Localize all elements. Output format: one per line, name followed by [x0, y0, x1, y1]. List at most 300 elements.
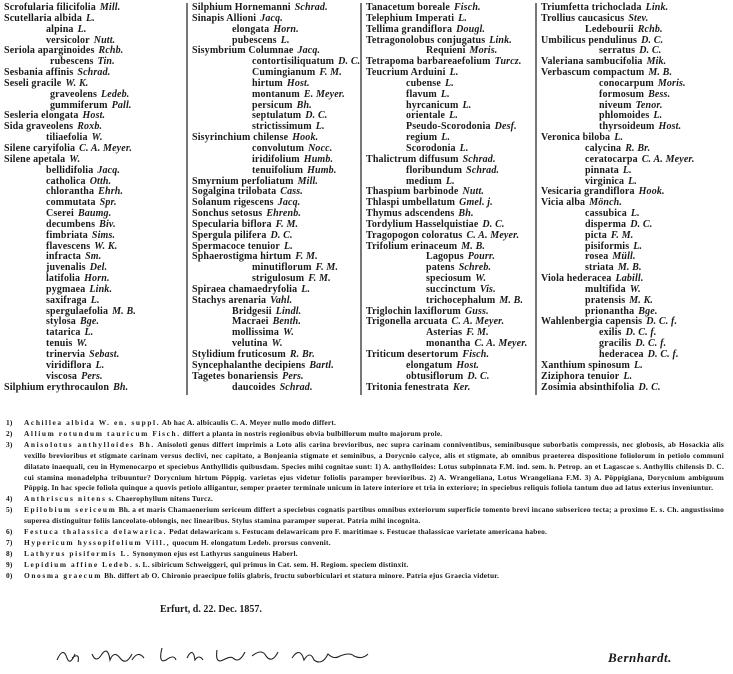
species-name: Bridgesii — [232, 305, 272, 317]
footnote-body: Ab hac A. albicaulis C. A. Meyer nullo modo differt. — [161, 418, 337, 427]
species-name: Spiraea chamaedryfolia — [192, 283, 298, 295]
species-author: W. K. — [65, 77, 89, 89]
species-author: L. — [445, 175, 455, 187]
species-author: Baumg. — [77, 208, 112, 220]
footnote-number: 7) — [6, 537, 13, 547]
species-name: Ledebourii — [585, 23, 634, 35]
species-name: trichocephalum — [426, 294, 496, 306]
footnote — [6, 429, 724, 440]
species-name: niveum — [599, 99, 632, 111]
species-author: L. — [449, 110, 459, 122]
species-name: Sesleria elongata — [4, 110, 79, 122]
author-name: Bernhardt. — [608, 650, 672, 665]
footnote-heading: Festuca thalassica delawarica. — [24, 527, 168, 537]
footnote-body: s. L. sibiricum Schweiggeri, qui primus in Cat. sem. H. Regiom. speciem distinxit. — [135, 559, 409, 569]
species-author: L. — [444, 77, 454, 89]
species-entry — [541, 90, 733, 101]
species-name: floribundum — [406, 164, 463, 176]
species-author: Moris. — [469, 45, 498, 57]
species-author: Pers. — [282, 370, 304, 382]
species-author: M. B. — [617, 262, 642, 274]
footnote-heading: Lepidium affine Ledeb. — [24, 559, 134, 569]
species-name: pisiformis — [585, 240, 630, 252]
species-name: Requieni — [426, 45, 466, 57]
species-entry — [4, 383, 180, 394]
species-author: L. — [441, 132, 451, 144]
species-name: Umbilicus pendulinus — [541, 34, 638, 46]
species-name: Specularia biflora — [192, 218, 272, 230]
species-name: hirtum — [252, 77, 283, 89]
species-name: Solanum rigescens — [192, 197, 274, 209]
species-author: Moris. — [657, 77, 686, 89]
footnote — [6, 440, 724, 495]
footnote-number: 0) — [6, 570, 13, 580]
footnote-body: Bh. a et maris Chamaenerium sericeum differt a speciebus cognatis partibus omnibus exteriorum superficie tomento brevi incano subsericeo tecta; a proximo E. s. Ch. angustissimo superea distinguitur foliis lanceolato-oblongis, nec linearibus. Stylus stamina paramper superat. Patria mihi incognita. — [24, 505, 724, 526]
footnotes — [6, 418, 724, 582]
species-name: montanum — [252, 88, 300, 100]
species-column-3 — [360, 3, 534, 395]
species-name: striata — [585, 262, 614, 274]
footnote-text — [24, 560, 724, 571]
species-author: L. — [84, 327, 94, 339]
species-name: Zosimia absinthifolia — [541, 381, 635, 393]
species-name: Sinapis Allioni — [192, 12, 257, 24]
species-name: Seriola aparginoides — [4, 45, 95, 57]
species-name: rosea — [585, 251, 609, 263]
footnote-text — [24, 571, 724, 582]
footnote-number: 6) — [6, 527, 13, 537]
species-name: viridiflora — [46, 359, 92, 371]
species-entry — [192, 383, 360, 394]
species-author: Stev. — [628, 12, 649, 24]
species-name: Thaspium barbinode — [366, 186, 459, 198]
species-name: graveolens — [50, 88, 98, 100]
species-name: Wahlenbergia capensis — [541, 316, 643, 328]
species-author: Horn. — [84, 273, 110, 285]
species-author: M. B. — [499, 294, 524, 306]
species-name: juvenalis — [46, 262, 86, 274]
species-author: Nutt. — [462, 186, 485, 198]
footnote-text — [24, 494, 724, 505]
species-name: elongata — [232, 23, 270, 35]
species-author: Sm. — [85, 251, 102, 263]
species-name: flavescens — [46, 240, 91, 252]
species-name: decumbens — [46, 218, 96, 230]
species-name: monantha — [426, 338, 471, 350]
species-name: Veronica biloba — [541, 132, 611, 144]
species-author: Mill. — [99, 2, 121, 13]
species-name: obtusiflorum — [406, 370, 464, 382]
species-name: Thlaspi umbellatum — [366, 197, 456, 209]
footnote-heading: Anisolotus anthylloides Bh. — [24, 439, 155, 449]
species-author: Müll. — [612, 251, 636, 263]
species-name: Scutellaria albida — [4, 12, 82, 24]
footnote-text — [24, 538, 724, 549]
species-name: pratensis — [585, 294, 626, 306]
species-author: Benth. — [272, 316, 302, 328]
species-author: Schreb. — [458, 262, 492, 274]
species-name: fimbriata — [46, 229, 88, 241]
species-author: L. — [77, 23, 87, 35]
species-author: Horn. — [273, 23, 299, 35]
species-name: Silphium Hornemanni — [192, 2, 291, 13]
species-author: W. — [629, 283, 641, 295]
species-author: R. Br. — [625, 142, 651, 154]
species-name: Triumfetta trichoclada — [541, 2, 642, 13]
species-author: D. C. — [641, 34, 664, 46]
species-author: Schrad. — [77, 67, 111, 79]
species-name: Stachys arenaria — [192, 294, 267, 306]
species-author: L. — [459, 142, 469, 154]
species-entry — [192, 372, 360, 383]
species-author: D. C. — [467, 370, 490, 382]
species-entry — [366, 166, 534, 177]
species-author: Schrad. — [462, 153, 496, 165]
species-name: Thalictrum diffusum — [366, 153, 459, 165]
species-author: Fisch. — [453, 2, 481, 13]
footnote-text — [24, 527, 724, 538]
species-name: latifolia — [46, 273, 81, 285]
species-name: gummiferum — [50, 99, 108, 111]
footnote-heading: Epilobium sericeum — [24, 505, 117, 515]
footnote-number: 9) — [6, 559, 13, 569]
footnote-heading: Anthriscus nitens — [24, 494, 107, 504]
species-author: F. M. — [610, 229, 634, 241]
species-author: Biv. — [99, 218, 116, 230]
species-author: Tin. — [97, 56, 115, 68]
species-author: Link. — [89, 283, 113, 295]
species-name: Cumingianum — [252, 67, 316, 79]
species-author: L. — [301, 283, 311, 295]
species-entry — [541, 36, 733, 47]
species-name: Teucrium Arduini — [366, 67, 446, 79]
species-author: D. C. f. — [635, 338, 667, 350]
species-entry — [541, 231, 733, 242]
species-author: C. A. Meyer. — [474, 338, 528, 350]
species-author: Bge. — [638, 305, 658, 317]
species-author: Mik. — [646, 56, 667, 68]
species-author: L. — [633, 359, 643, 371]
species-author: Hook. — [638, 186, 665, 198]
species-name: contortisiliquatum — [252, 56, 335, 68]
species-name: hyrcanicum — [406, 99, 459, 111]
species-author: L. — [280, 34, 290, 46]
species-name: minutiflorum — [252, 262, 312, 274]
species-name: Valeriana sambucifolia — [541, 56, 643, 68]
species-author: Host. — [82, 110, 106, 122]
species-name: persicum — [252, 99, 293, 111]
species-author: Bartl. — [309, 359, 334, 371]
species-name: Vesicaria grandiflora — [541, 186, 635, 198]
footnote — [6, 538, 724, 549]
species-author: Desf. — [494, 121, 517, 133]
species-author: R. Br. — [289, 349, 315, 360]
species-name: calycina — [585, 142, 622, 154]
species-author: C. A. Meyer. — [79, 142, 132, 154]
species-author: D. C. — [270, 229, 293, 241]
species-author: M. B. — [648, 67, 673, 79]
species-author: C. A. Meyer. — [641, 153, 695, 165]
footnote-number: 2) — [6, 428, 13, 438]
species-author: D. C. — [639, 45, 662, 57]
species-author: Otth. — [89, 175, 112, 187]
species-entry — [4, 14, 180, 25]
species-author: W. — [91, 132, 103, 144]
species-entry — [366, 79, 534, 90]
species-name: commutata — [46, 197, 96, 209]
species-author: Humb. — [307, 164, 337, 176]
species-author: Jacq. — [97, 164, 121, 176]
species-author: Turcz. — [494, 56, 522, 68]
footnote-body: s. Chaerophyllum nitens Turcz. — [108, 494, 213, 504]
species-author: W. K. — [94, 240, 118, 252]
species-author: Pall. — [111, 99, 132, 111]
species-entry — [4, 328, 180, 339]
species-author: F. M. — [308, 273, 331, 285]
species-name: exilis — [599, 327, 622, 339]
species-author: W. — [76, 338, 88, 350]
footnote — [6, 549, 724, 560]
species-author: Ehrenb. — [266, 208, 302, 220]
species-author: L. — [614, 132, 624, 144]
species-author: Bess. — [648, 88, 671, 100]
species-name: Silphium erythrocaulon — [4, 381, 110, 393]
species-name: Ziziphora tenuior — [541, 370, 620, 382]
species-author: L. — [95, 359, 105, 371]
species-name: Tetrapoma barbareaefolium — [366, 56, 491, 68]
species-author: Ehrh. — [98, 186, 124, 198]
species-name: medium — [406, 175, 442, 187]
species-column-4 — [535, 3, 733, 395]
species-author: Host. — [456, 359, 480, 371]
species-author: F. M. — [319, 67, 342, 79]
species-name: Tellima grandiflora — [366, 23, 453, 35]
species-author: L. — [622, 164, 632, 176]
species-author: Pourr. — [467, 251, 496, 263]
species-name: Sisymbrium Columnae — [192, 45, 294, 57]
species-author: Humb. — [303, 153, 334, 165]
footnote-body: Pedat delawaricam s. Festucam delawaricam pro F. maritimae s. Festucae thalassicae varietate americana habeo. — [169, 527, 548, 537]
species-entry — [541, 166, 733, 177]
species-entry — [192, 296, 360, 307]
species-name: saxifraga — [46, 294, 87, 306]
species-author: Pers. — [81, 370, 103, 382]
species-name: Vicia alba — [541, 197, 586, 209]
species-author: Host. — [658, 121, 682, 133]
footnote-body: quocum H. elongatum Ledeb. prorsus convenit. — [172, 537, 331, 547]
species-name: Scrofularia filicifolia — [4, 2, 96, 13]
species-name: regium — [406, 132, 438, 144]
species-author: Bh. — [113, 381, 129, 393]
footnote-number: 3) — [6, 439, 13, 449]
species-name: Triglochin laxiflorum — [366, 305, 461, 317]
species-author: Link. — [489, 34, 512, 46]
species-name: catholica — [46, 175, 86, 187]
species-name: bellidifolia — [46, 164, 94, 176]
species-name: iridifolium — [252, 153, 300, 165]
footnote — [6, 527, 724, 538]
species-name: multifida — [585, 283, 626, 295]
species-name: Csereі — [46, 208, 74, 220]
species-author: Jacq. — [297, 45, 321, 57]
species-author: Jacq. — [277, 197, 301, 209]
species-name: alpina — [46, 23, 74, 35]
species-name: Spermacoce tenuior — [192, 240, 280, 252]
species-author: W. — [283, 327, 295, 339]
species-name: Viola hederacea — [541, 273, 612, 285]
footnote-heading: Allium rotundum tauricum Fisch. — [24, 428, 181, 438]
species-name: Silene apetala — [4, 153, 66, 165]
species-name: trinervia — [46, 349, 86, 360]
species-name: succinctum — [426, 283, 476, 295]
species-name: rubescens — [50, 56, 94, 68]
species-name: formosum — [599, 88, 645, 100]
species-name: Verbascum compactum — [541, 67, 645, 79]
species-name: Stylidium fruticosum — [192, 349, 286, 360]
species-name: phlomoides — [599, 110, 650, 122]
species-author: L. — [283, 240, 293, 252]
species-name: Syncephalanthe decipiens — [192, 359, 306, 371]
footnote-body: Anisoloti genus differt imprimis a Loto alis carina brevioribus, nec supra carinam conniventibus, seminibusque suborbatis compressis, nec globosis, ab Hosackia alis vexillo brevioribus et stigmate carinam versus declivi, nec capitato, a Bonjeania stigmate et seminibus, a Dorycnio calyce, alis et stigmate, ab omnibus praeterea dispositione foliolorum in petiolo communi dilatato inaequali, ceu in Hymenocarpo et speciebus Anthyllidis quibusdam. Species mihi cognitae sunt: 1) A. anthylloides: Lotus subpinnata F.M. ind. sem. h. Petrop. an et Lagascae s. Anthyllis chilensis D. C. cui stamina monadelpha tribuuntur? Dorycnium hirtum Pöppig. varietas ejus videtur foliolis paramper brevioribus. 2) A. Wrangeliana, Lotus Wrangeliana F.M. 3) A. Pöppigiana, Dorycnium ambiguum Pöppig. In hac specie foliola quinque a quovis petiolo alligantur, semper praeter terminale unicum in latere interiore et tria in exteriore; in speciebus reliquis foliola tantum duo ad latus exterius inveniuntur. — [24, 439, 724, 493]
footnote-text — [24, 505, 724, 527]
species-name: disperma — [585, 218, 627, 230]
species-author: Labill. — [615, 273, 644, 285]
species-author: F. M. — [315, 262, 339, 274]
species-name: Scorodonia — [406, 142, 456, 154]
footnote-heading: Hypericum hyssopifolium Vill., — [24, 537, 171, 547]
species-author: D. C. f. — [646, 316, 678, 328]
footnote-text — [24, 418, 724, 429]
species-entry — [541, 220, 733, 231]
species-name: Sogalgina trilobata — [192, 186, 277, 198]
species-author: D. C. — [338, 56, 361, 68]
footnote — [6, 505, 724, 527]
species-author: F. M. — [275, 218, 299, 230]
footnote-body: differt a planta in nostris regionibus obvia bulbillorum multo majorum prole. — [182, 428, 443, 438]
species-name: Trifolium erinaceum — [366, 240, 458, 252]
species-name: strigulosum — [252, 273, 305, 285]
species-name: Tragopogon coloratus — [366, 229, 463, 241]
species-name: Sida graveolens — [4, 121, 74, 133]
species-author: Vahl. — [270, 294, 293, 306]
footnote — [6, 571, 724, 582]
place-date: Erfurt, d. 22. Dec. 1857. — [160, 604, 262, 615]
footnote-number: 5) — [6, 505, 13, 515]
species-author: Lindl. — [275, 305, 302, 317]
species-author: Roxb. — [77, 121, 103, 133]
species-name: Sphaerostigma hirtum — [192, 251, 292, 263]
species-author: Guss. — [464, 305, 489, 317]
species-author: L. — [462, 99, 472, 111]
species-author: Link. — [645, 2, 669, 13]
species-name: ceratocarpa — [585, 153, 638, 165]
species-name: Spergula pilifera — [192, 229, 267, 241]
species-name: Thymus adscendens — [366, 208, 455, 220]
footnote-number: 8) — [6, 548, 13, 558]
footnote — [6, 494, 724, 505]
species-name: pubescens — [232, 34, 277, 46]
footnote-heading: Achillea albida W. en. suppl. — [24, 418, 161, 427]
species-author: Spr. — [99, 197, 117, 209]
species-name: Xanthium spinosum — [541, 359, 630, 371]
species-name: tenuifolium — [252, 164, 304, 176]
species-name: Sonchus setosus — [192, 208, 263, 220]
species-author: D. C. — [630, 218, 653, 230]
species-author: D. C. f. — [647, 349, 679, 360]
species-name: tenuis — [46, 338, 73, 350]
species-entry — [4, 25, 180, 36]
species-author: M. K. — [629, 294, 654, 306]
footnote-number: 1) — [6, 418, 13, 427]
species-name: Asterias — [426, 327, 463, 339]
species-name: elongatum — [406, 359, 453, 371]
footnote-heading: Lathyrus pisiformis L. — [24, 548, 131, 558]
species-author: Tenor. — [635, 99, 663, 111]
footnote — [6, 418, 724, 429]
species-name: hederacea — [599, 349, 644, 360]
species-name: picta — [585, 229, 607, 241]
species-entry — [4, 166, 180, 177]
species-author: L. — [630, 208, 640, 220]
species-author: C. A. Meyer. — [451, 316, 505, 328]
species-name: Telephium Imperati — [366, 12, 455, 24]
species-name: spergulaefolia — [46, 305, 109, 317]
species-name: pinnata — [585, 164, 619, 176]
species-name: Tetragonolobus conjugatus — [366, 34, 486, 46]
species-name: tatarica — [46, 327, 81, 339]
species-author: Hook. — [292, 132, 319, 144]
species-name: conocarpum — [599, 77, 654, 89]
species-name: prionantha — [585, 305, 635, 317]
footnote-text — [24, 549, 724, 560]
species-author: W. — [69, 153, 81, 165]
species-author: Host. — [286, 77, 310, 89]
species-name: daucoides — [232, 381, 276, 393]
species-name: pygmaea — [46, 283, 86, 295]
species-name: Triticum desertorum — [366, 349, 459, 360]
species-author: E. Meyer. — [303, 88, 345, 100]
species-author: F. M. — [295, 251, 318, 263]
species-author: Gmel. j. — [459, 197, 493, 209]
species-author: Rchb. — [637, 23, 663, 35]
species-author: L. — [628, 175, 638, 187]
species-name: Tagetes bonariensis — [192, 370, 279, 382]
footnote-heading: Onosma graecum — [24, 570, 103, 580]
species-name: thyrsoideum — [599, 121, 655, 133]
species-author: Schrad. — [466, 164, 500, 176]
species-name: orientale — [406, 110, 446, 122]
species-name: strictissimum — [252, 121, 312, 133]
species-name: serratus — [599, 45, 636, 57]
species-entry — [4, 231, 180, 242]
species-author: Del. — [89, 262, 108, 274]
species-entry — [541, 155, 733, 166]
footnote-body: Bh. differt ab O. Chironio praecipue foliis glabris, fructu suborbiculari et statura minore. Patria ejus Graecia videtur. — [104, 570, 500, 580]
species-author: Ledeb. — [101, 88, 130, 100]
species-entry — [541, 14, 733, 25]
species-entry — [541, 242, 733, 253]
species-name: infracta — [46, 251, 82, 263]
species-author: Sebast. — [89, 349, 120, 360]
species-entry — [541, 296, 733, 307]
species-author: W. — [271, 338, 283, 350]
species-entry — [4, 350, 180, 361]
species-column-1 — [4, 3, 180, 395]
species-name: Trigonella arcuata — [366, 316, 448, 328]
species-list — [0, 3, 733, 398]
species-name: flavum — [406, 88, 437, 100]
footnote-text — [24, 429, 724, 440]
